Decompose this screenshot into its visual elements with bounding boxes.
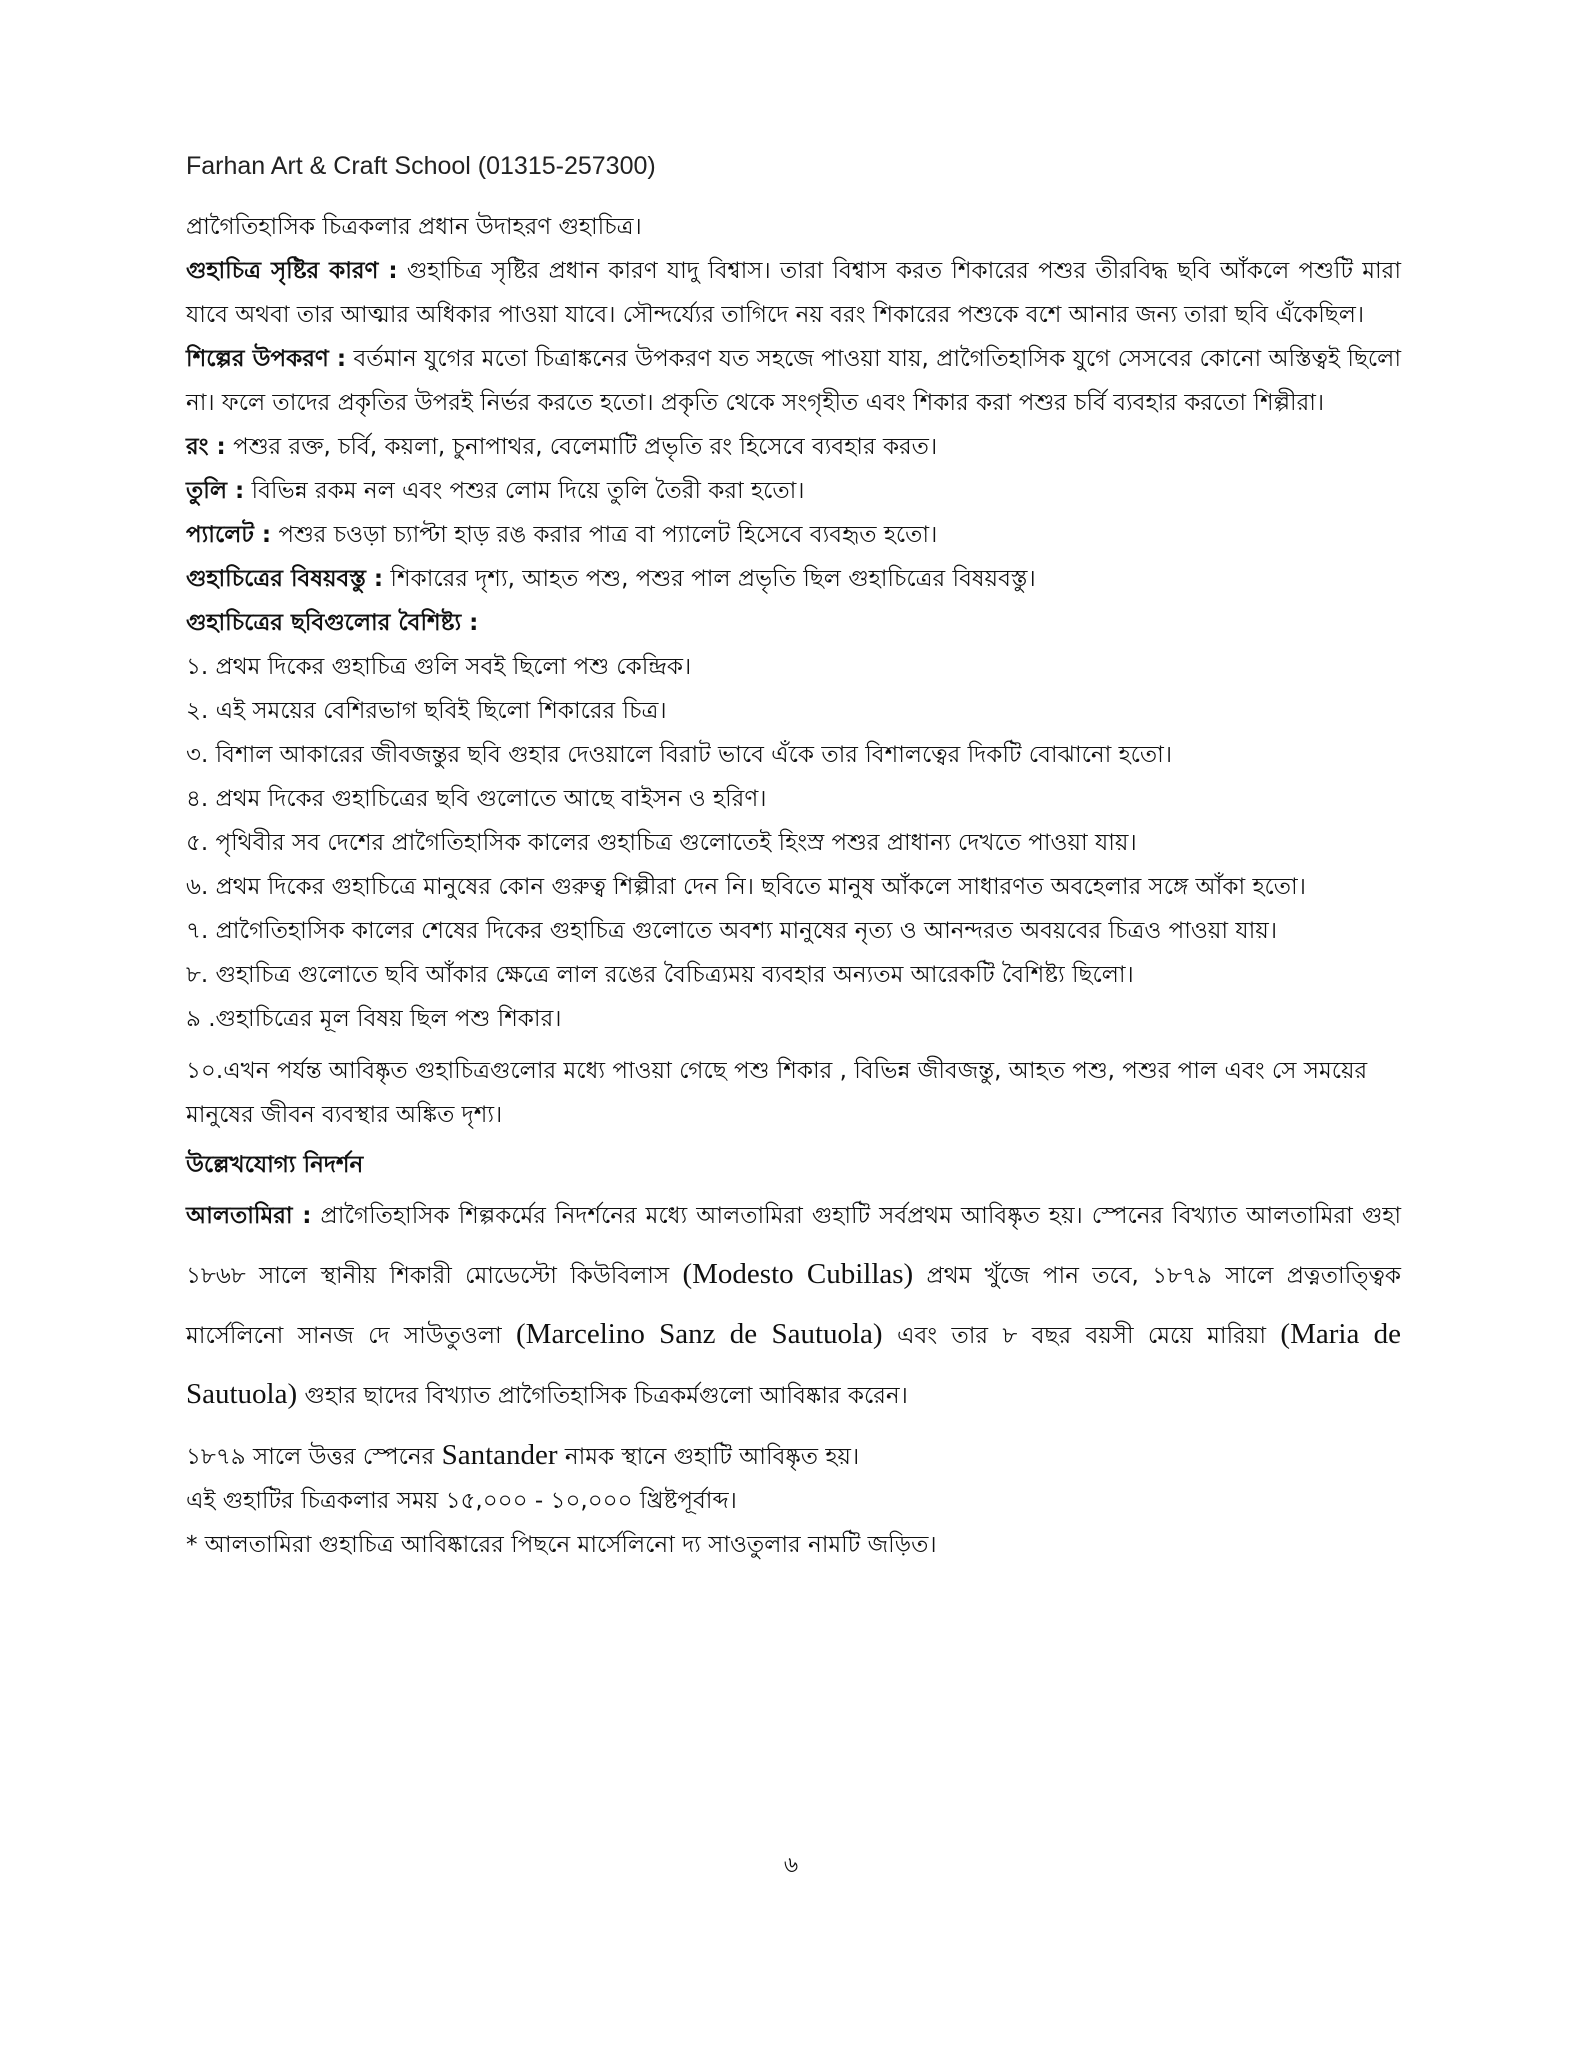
palette-paragraph — [186, 513, 1401, 557]
features-heading: গুহাচিত্রের ছবিগুলোর বৈশিষ্ট্য : — [186, 610, 479, 636]
feature-item: ৩. বিশাল আকারের জীবজন্তুর ছবি গুহার দেওয়ালে বিরাট ভাবে এঁকে তার বিশালত্বের দিকটি বোঝানো হতো। — [186, 742, 1173, 768]
altamira-label: আলতামিরা : — [186, 1203, 312, 1229]
page-content — [186, 205, 1401, 1567]
discovery-fact — [186, 1433, 1401, 1479]
palette-text: পশুর চওড়া চ্যাপ্টা হাড় রঙ করার পাত্র বা প্যালেট হিসেবে ব্যবহৃত হতো। — [271, 522, 938, 548]
brush-paragraph — [186, 469, 1401, 513]
brush-label: তুলি : — [186, 478, 245, 504]
feature-item: ৮. গুহাচিত্র গুলোতে ছবি আঁকার ক্ষেত্রে লাল রঙের বৈচিত্র্যময় ব্যবহার অন্যতম আরেকটি বৈশিষ্ট্য ছিলো। — [186, 962, 1134, 988]
footnote: * আলতামিরা গুহাচিত্র আবিষ্কারের পিছনে মার্সেলিনো দ্য সাওতুলার নামটি জড়িত। — [186, 1532, 937, 1558]
feature-item: ৪. প্রথম দিকের গুহাচিত্রের ছবি গুলোতে আছে বাইসন ও হরিণ। — [186, 786, 767, 812]
subject-paragraph — [186, 557, 1401, 601]
altamira-name-modesto: (Modesto Cubillas) — [682, 1258, 914, 1290]
page-header: Farhan Art & Craft School (01315-257300) — [186, 152, 656, 180]
altamira-name-maria: (Maria de Sautuola) — [186, 1318, 1401, 1410]
color-text: পশুর রক্ত, চর্বি, কয়লা, চুনাপাথর, বেলেমাটি প্রভৃতি রং হিসেবে ব্যবহার করত। — [225, 434, 938, 460]
color-label: রং : — [186, 434, 226, 460]
feature-item: ৬. প্রথম দিকের গুহাচিত্রে মানুষের কোন গুরুত্ব শিল্পীরা দেন নি। ছবিতে মানুষ আঁকলে সাধারণত অবহেলার সঙ্গে আঁকা হতো। — [186, 874, 1306, 900]
period-fact: এই গুহাটির চিত্রকলার সময় ১৫,০০০ - ১০,০০০ খ্রিষ্টপূর্বাব্দ। — [186, 1488, 737, 1514]
materials-paragraph — [186, 337, 1401, 425]
altamira-paragraph — [186, 1187, 1401, 1425]
causes-label: গুহাচিত্র সৃষ্টির কারণ : — [186, 258, 398, 284]
brush-text: বিভিন্ন রকম নল এবং পশুর লোম দিয়ে তুলি তৈরী করা হতো। — [244, 478, 805, 504]
feature-item: ৯ .গুহাচিত্রের মূল বিষয় ছিল পশু শিকার। — [186, 1006, 562, 1032]
altamira-name-marcelino: (Marcelino Sanz de Sautuola) — [516, 1318, 883, 1350]
altamira-text: প্রাগৈতিহাসিক শিল্পকর্মের নিদর্শনের মধ্যে আলতামিরা গুহাটি সর্বপ্রথম আবিষ্কৃত হয়। স্পেনের বিখ্যাত আলতামিরা গুহা ১৮৬৮ সালে স্থানীয় শিকারী মোডেস্টো কিউবিলাস — [186, 1203, 1401, 1289]
feature-item: ১০.এখন পর্যন্ত আবিষ্কৃত গুহাচিত্রগুলোর মধ্যে পাওয়া গেছে পশু শিকার , বিভিন্ন জীবজন্তু, আহত পশু, পশুর পাল এবং সে সময়ের মানুষের জীবন ব্যবস্থার অঙ্কিত দৃশ্য। — [186, 1058, 1368, 1128]
altamira-text: প্রথম খুঁজে পান তবে, ১৮৭৯ সালে প্রত্নতাত্ত্বিক মার্সেলিনো সানজ দে সাউতুওলা — [186, 1263, 1401, 1349]
materials-text: বর্তমান যুগের মতো চিত্রাঙ্কনের উপকরণ যত সহজে পাওয়া যায়, প্রাগৈতিহাসিক যুগে সেসবের কোনো অস্তিত্বই ছিলো না। ফলে তাদের প্রকৃতির উপরই নির্ভর করতে হতো। প্রকৃতি থেকে সংগৃহীত এবং শিকার করা পশুর চর্বি ব্যবহার করতো শিল্পীরা। — [186, 346, 1401, 416]
altamira-text: গুহার ছাদের বিখ্যাত প্রাগৈতিহাসিক চিত্রকর্মগুলো আবিষ্কার করেন। — [297, 1383, 908, 1409]
altamira-text: এবং তার ৮ বছর বয়সী মেয়ে মারিয়া — [882, 1323, 1281, 1349]
feature-item: ১. প্রথম দিকের গুহাচিত্র গুলি সবই ছিলো পশু কেন্দ্রিক। — [186, 654, 692, 680]
notable-heading: উল্লেখযোগ্য নিদর্শন — [186, 1152, 364, 1178]
feature-item: ২. এই সময়ের বেশিরভাগ ছবিই ছিলো শিকারের চিত্র। — [186, 698, 667, 724]
subject-text: শিকারের দৃশ্য, আহত পশু, পশুর পাল প্রভৃতি ছিল গুহাচিত্রের বিষয়বস্তু। — [383, 566, 1036, 592]
subject-label: গুহাচিত্রের বিষয়বস্তু : — [186, 566, 384, 592]
color-paragraph — [186, 425, 1401, 469]
palette-label: প্যালেট : — [186, 522, 272, 548]
page-number: ৬ — [783, 1853, 799, 1878]
materials-label: শিল্পের উপকরণ : — [186, 346, 347, 372]
discovery-fact-text: নামক স্থানে গুহাটি আবিষ্কৃত হয়। — [557, 1444, 860, 1470]
intro-paragraph: প্রাগৈতিহাসিক চিত্রকলার প্রধান উদাহরণ গুহাচিত্র। — [186, 214, 642, 240]
feature-item: ৫. পৃথিবীর সব দেশের প্রাগৈতিহাসিক কালের গুহাচিত্র গুলোতেই হিংস্র পশুর প্রাধান্য দেখতে পাওয়া যায়। — [186, 830, 1137, 856]
feature-item: ৭. প্রাগৈতিহাসিক কালের শেষের দিকের গুহাচিত্র গুলোতে অবশ্য মানুষের নৃত্য ও আনন্দরত অবয়বের চিত্রও পাওয়া যায়। — [186, 918, 1278, 944]
causes-text: গুহাচিত্র সৃষ্টির প্রধান কারণ যাদু বিশ্বাস। তারা বিশ্বাস করত শিকারের পশুর তীরবিদ্ধ ছবি আঁকলে পশুটি মারা যাবে অথবা তার আত্মার অধিকার পাওয়া যাবে। সৌন্দর্য্যের তাগিদে নয় বরং শিকারের পশুকে বশে আনার জন্য তারা ছবি এঁকেছিল। — [186, 258, 1402, 328]
discovery-place: Santander — [441, 1439, 558, 1471]
causes-paragraph — [186, 249, 1401, 337]
discovery-fact-text: ১৮৭৯ সালে উত্তর স্পেনের — [186, 1444, 442, 1470]
